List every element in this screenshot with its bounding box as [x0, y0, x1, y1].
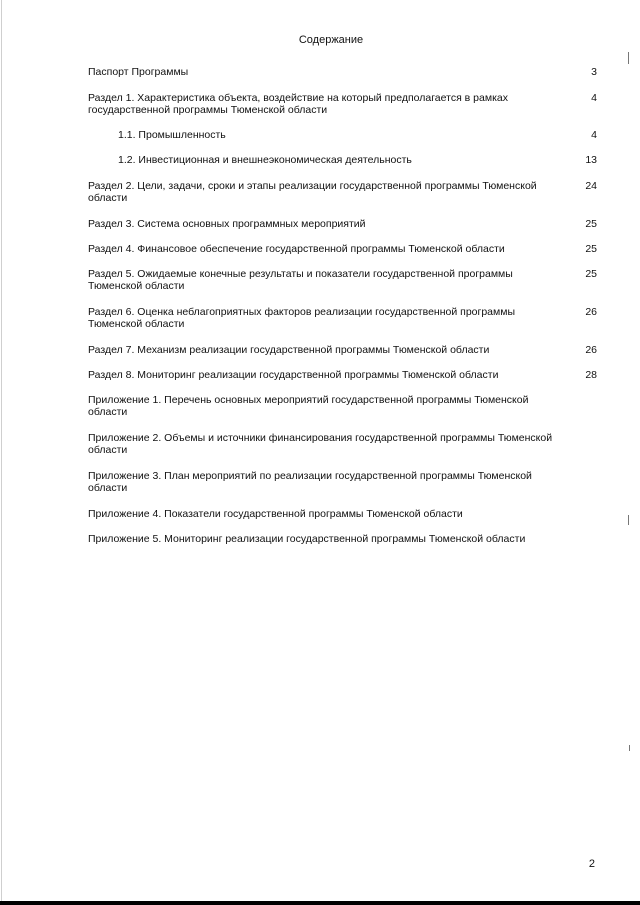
toc-entry-text: Паспорт Программы: [88, 66, 189, 78]
toc-entry[interactable]: [88, 533, 558, 545]
toc-entry-text: 1.2. Инвестиционная и внешнеэкономическая деятельность: [118, 154, 412, 166]
toc-entry[interactable]: [88, 180, 558, 204]
toc-entry-page: 3: [591, 66, 597, 78]
toc-entry[interactable]: [88, 306, 558, 330]
scan-mark: [628, 515, 629, 525]
toc-entry[interactable]: [88, 432, 558, 456]
toc-entry[interactable]: [88, 268, 558, 292]
toc-entry-text: 1.1. Промышленность: [118, 129, 226, 141]
scan-mark: [628, 52, 629, 64]
toc-entry-page: 13: [585, 154, 597, 166]
toc-entry-page: 26: [585, 306, 597, 318]
toc-entry[interactable]: [88, 470, 558, 494]
toc-entry-page: 24: [585, 180, 597, 192]
toc-entry[interactable]: [88, 369, 558, 381]
scan-bottom-edge: [0, 901, 640, 905]
toc-entry[interactable]: [88, 508, 558, 520]
toc-entry-text: Раздел 5. Ожидаемые конечные результаты и показатели государственной программы Тюменской области: [88, 268, 513, 292]
toc-entry[interactable]: [88, 344, 558, 356]
toc-entry-page: 4: [591, 92, 597, 104]
scan-mark: [629, 745, 630, 751]
page-number: 2: [588, 858, 595, 870]
toc-entry[interactable]: [88, 218, 558, 230]
scan-edge-left: [1, 0, 2, 905]
toc-entry-text: Приложение 4. Показатели государственной программы Тюменской области: [88, 508, 463, 520]
toc-entry-page: 4: [591, 129, 597, 141]
toc-entry-text: Приложение 2. Объемы и источники финансирования государственной программы Тюменской области: [88, 432, 553, 456]
toc-entry-text: Раздел 1. Характеристика объекта, воздействие на который предполагается в рамках государственной программы Тюменской области: [88, 92, 508, 116]
toc-entry[interactable]: [88, 66, 558, 78]
toc-entry-text: Раздел 3. Система основных программных мероприятий: [88, 218, 366, 230]
toc-entry-text: Раздел 8. Мониторинг реализации государственной программы Тюменской области: [88, 369, 499, 381]
toc-entry[interactable]: [88, 243, 558, 255]
toc-entry-page: 28: [585, 369, 597, 381]
toc-entry[interactable]: [88, 92, 558, 116]
toc-entry-text: Раздел 2. Цели, задачи, сроки и этапы реализации государственной программы Тюменской области: [88, 180, 537, 204]
toc-entry-text: Приложение 5. Мониторинг реализации государственной программы Тюменской области: [88, 533, 526, 545]
toc-entry[interactable]: [88, 394, 558, 418]
toc-subentry[interactable]: [118, 129, 558, 141]
toc-entry-text: Приложение 1. Перечень основных мероприятий государственной программы Тюменской области: [88, 394, 529, 418]
toc-subentry[interactable]: [118, 154, 558, 166]
toc-entry-text: Раздел 7. Механизм реализации государственной программы Тюменской области: [88, 344, 490, 356]
toc-entry-page: 25: [585, 243, 597, 255]
toc-entry-text: Раздел 6. Оценка неблагоприятных факторов реализации государственной программы Тюменской области: [88, 306, 515, 330]
toc-entry-page: 25: [585, 268, 597, 280]
toc-entry-text: Приложение 3. План мероприятий по реализации государственной программы Тюменской области: [88, 470, 532, 494]
toc-entry-text: Раздел 4. Финансовое обеспечение государственной программы Тюменской области: [88, 243, 505, 255]
toc-entry-page: 25: [585, 218, 597, 230]
toc-title: Содержание: [298, 34, 364, 46]
toc-entry-page: 26: [585, 344, 597, 356]
